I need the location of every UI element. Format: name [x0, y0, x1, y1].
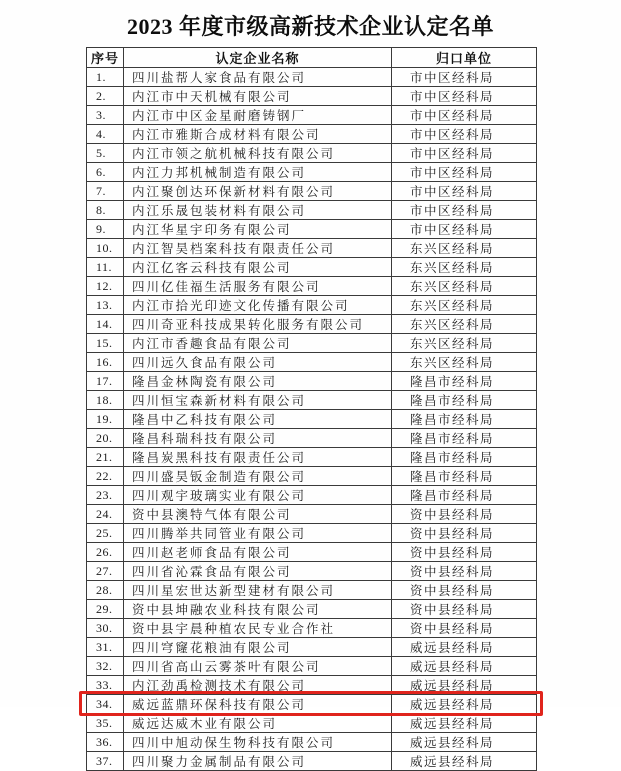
serial-cell: 29. — [87, 600, 124, 619]
serial-cell: 12. — [87, 277, 124, 296]
table-row — [87, 391, 537, 410]
table-row — [87, 657, 537, 676]
unit-cell: 隆昌市经科局 — [392, 429, 537, 448]
table-row — [87, 353, 537, 372]
unit-cell: 市中区经科局 — [392, 220, 537, 239]
serial-cell: 13. — [87, 296, 124, 315]
unit-cell: 资中县经科局 — [392, 543, 537, 562]
company-cell: 内江乐晟包装材料有限公司 — [124, 201, 392, 220]
company-cell: 内江亿客云科技有限公司 — [124, 258, 392, 277]
unit-cell: 威远县经科局 — [392, 695, 537, 714]
unit-cell: 市中区经科局 — [392, 182, 537, 201]
serial-cell: 34. — [87, 695, 124, 714]
table-row — [87, 562, 537, 581]
unit-cell: 市中区经科局 — [392, 68, 537, 87]
company-cell: 资中县坤融农业科技有限公司 — [124, 600, 392, 619]
table-row — [87, 182, 537, 201]
table-row — [87, 201, 537, 220]
serial-cell: 3. — [87, 106, 124, 125]
serial-cell: 7. — [87, 182, 124, 201]
table-row — [87, 543, 537, 562]
company-cell: 四川亿佳福生活服务有限公司 — [124, 277, 392, 296]
serial-cell: 9. — [87, 220, 124, 239]
company-cell: 四川盛昊钣金制造有限公司 — [124, 467, 392, 486]
unit-cell: 市中区经科局 — [392, 125, 537, 144]
company-cell: 内江聚创达环保新材料有限公司 — [124, 182, 392, 201]
table-row — [87, 315, 537, 334]
company-cell: 隆昌金林陶瓷有限公司 — [124, 372, 392, 391]
table-row — [87, 144, 537, 163]
table-row — [87, 125, 537, 144]
serial-cell: 17. — [87, 372, 124, 391]
table-row — [87, 296, 537, 315]
company-cell: 内江市领之航机械科技有限公司 — [124, 144, 392, 163]
unit-cell: 资中县经科局 — [392, 524, 537, 543]
table-row — [87, 87, 537, 106]
table-row — [87, 372, 537, 391]
table-row — [87, 429, 537, 448]
col-header-unit: 归口单位 — [392, 48, 537, 68]
table-row — [87, 695, 537, 714]
company-cell: 四川聚力金属制品有限公司 — [124, 752, 392, 771]
serial-cell: 28. — [87, 581, 124, 600]
serial-cell: 20. — [87, 429, 124, 448]
company-cell: 内江华星宇印务有限公司 — [124, 220, 392, 239]
table-row — [87, 600, 537, 619]
company-cell: 资中县澳特气体有限公司 — [124, 505, 392, 524]
unit-cell: 隆昌市经科局 — [392, 372, 537, 391]
serial-cell: 5. — [87, 144, 124, 163]
unit-cell: 隆昌市经科局 — [392, 391, 537, 410]
company-cell: 资中县宇晨种植农民专业合作社 — [124, 619, 392, 638]
table-row — [87, 106, 537, 125]
unit-cell: 东兴区经科局 — [392, 296, 537, 315]
serial-cell: 1. — [87, 68, 124, 87]
unit-cell: 资中县经科局 — [392, 505, 537, 524]
table-row — [87, 334, 537, 353]
unit-cell: 隆昌市经科局 — [392, 410, 537, 429]
serial-cell: 35. — [87, 714, 124, 733]
col-header-company: 认定企业名称 — [124, 48, 392, 68]
unit-cell: 威远县经科局 — [392, 657, 537, 676]
unit-cell: 市中区经科局 — [392, 201, 537, 220]
company-cell: 四川恒宝森新材料有限公司 — [124, 391, 392, 410]
company-cell: 四川观宇玻璃实业有限公司 — [124, 486, 392, 505]
header-row — [87, 48, 537, 68]
company-cell: 内江劲禹检测技术有限公司 — [124, 676, 392, 695]
table-row — [87, 68, 537, 87]
company-cell: 内江智昊档案科技有限责任公司 — [124, 239, 392, 258]
table-row — [87, 220, 537, 239]
serial-cell: 8. — [87, 201, 124, 220]
serial-cell: 25. — [87, 524, 124, 543]
table-row — [87, 258, 537, 277]
unit-cell: 隆昌市经科局 — [392, 486, 537, 505]
unit-cell: 东兴区经科局 — [392, 353, 537, 372]
unit-cell: 东兴区经科局 — [392, 258, 537, 277]
company-cell: 四川远久食品有限公司 — [124, 353, 392, 372]
table-row — [87, 752, 537, 771]
table-row — [87, 277, 537, 296]
serial-cell: 27. — [87, 562, 124, 581]
company-cell: 四川中旭动保生物科技有限公司 — [124, 733, 392, 752]
unit-cell: 资中县经科局 — [392, 562, 537, 581]
serial-cell: 37. — [87, 752, 124, 771]
table-row — [87, 448, 537, 467]
unit-cell: 东兴区经科局 — [392, 277, 537, 296]
unit-cell: 威远县经科局 — [392, 638, 537, 657]
serial-cell: 30. — [87, 619, 124, 638]
enterprise-table — [86, 47, 537, 771]
unit-cell: 市中区经科局 — [392, 163, 537, 182]
serial-cell: 16. — [87, 353, 124, 372]
serial-cell: 14. — [87, 315, 124, 334]
table-row — [87, 619, 537, 638]
enterprise-table-container — [86, 47, 536, 771]
unit-cell: 市中区经科局 — [392, 144, 537, 163]
unit-cell: 威远县经科局 — [392, 714, 537, 733]
company-cell: 四川省沁霖食品有限公司 — [124, 562, 392, 581]
serial-cell: 32. — [87, 657, 124, 676]
company-cell: 内江市中天机械有限公司 — [124, 87, 392, 106]
table-row — [87, 524, 537, 543]
table-header — [87, 48, 537, 68]
serial-cell: 18. — [87, 391, 124, 410]
table-row — [87, 714, 537, 733]
serial-cell: 33. — [87, 676, 124, 695]
unit-cell: 威远县经科局 — [392, 676, 537, 695]
unit-cell: 资中县经科局 — [392, 619, 537, 638]
table-row — [87, 239, 537, 258]
serial-cell: 26. — [87, 543, 124, 562]
company-cell: 隆昌中乙科技有限公司 — [124, 410, 392, 429]
unit-cell: 资中县经科局 — [392, 600, 537, 619]
table-body — [87, 68, 537, 771]
unit-cell: 威远县经科局 — [392, 733, 537, 752]
company-cell: 内江市雅斯合成材料有限公司 — [124, 125, 392, 144]
unit-cell: 东兴区经科局 — [392, 239, 537, 258]
company-cell: 内江市中区金星耐磨铸钢厂 — [124, 106, 392, 125]
serial-cell: 31. — [87, 638, 124, 657]
company-cell: 四川盐帮人家食品有限公司 — [124, 68, 392, 87]
table-row — [87, 486, 537, 505]
unit-cell: 隆昌市经科局 — [392, 467, 537, 486]
serial-cell: 22. — [87, 467, 124, 486]
unit-cell: 东兴区经科局 — [392, 315, 537, 334]
company-cell: 威远蓝鼎环保科技有限公司 — [124, 695, 392, 714]
table-row — [87, 163, 537, 182]
serial-cell: 23. — [87, 486, 124, 505]
company-cell: 四川赵老师食品有限公司 — [124, 543, 392, 562]
table-row — [87, 581, 537, 600]
serial-cell: 36. — [87, 733, 124, 752]
company-cell: 四川穹窿花粮油有限公司 — [124, 638, 392, 657]
company-cell: 内江力邦机械制造有限公司 — [124, 163, 392, 182]
serial-cell: 21. — [87, 448, 124, 467]
company-cell: 四川省高山云雾茶叶有限公司 — [124, 657, 392, 676]
serial-cell: 10. — [87, 239, 124, 258]
unit-cell: 市中区经科局 — [392, 106, 537, 125]
unit-cell: 威远县经科局 — [392, 752, 537, 771]
table-row — [87, 676, 537, 695]
unit-cell: 隆昌市经科局 — [392, 448, 537, 467]
company-cell: 威远达威木业有限公司 — [124, 714, 392, 733]
unit-cell: 市中区经科局 — [392, 87, 537, 106]
serial-cell: 11. — [87, 258, 124, 277]
company-cell: 隆昌科瑞科技有限公司 — [124, 429, 392, 448]
table-row — [87, 505, 537, 524]
company-cell: 内江市香趣食品有限公司 — [124, 334, 392, 353]
unit-cell: 东兴区经科局 — [392, 334, 537, 353]
company-cell: 隆昌炭黑科技有限责任公司 — [124, 448, 392, 467]
table-row — [87, 410, 537, 429]
company-cell: 内江市拾光印迹文化传播有限公司 — [124, 296, 392, 315]
company-cell: 四川星宏世达新型建材有限公司 — [124, 581, 392, 600]
page-title: 2023 年度市级高新技术企业认定名单 — [126, 14, 494, 39]
col-header-serial: 序号 — [87, 48, 124, 68]
company-cell: 四川奇亚科技成果转化服务有限公司 — [124, 315, 392, 334]
serial-cell: 4. — [87, 125, 124, 144]
company-cell: 四川腾举共同管业有限公司 — [124, 524, 392, 543]
table-row — [87, 638, 537, 657]
serial-cell: 19. — [87, 410, 124, 429]
table-row — [87, 467, 537, 486]
unit-cell: 资中县经科局 — [392, 581, 537, 600]
serial-cell: 24. — [87, 505, 124, 524]
serial-cell: 15. — [87, 334, 124, 353]
table-row — [87, 733, 537, 752]
serial-cell: 6. — [87, 163, 124, 182]
serial-cell: 2. — [87, 87, 124, 106]
